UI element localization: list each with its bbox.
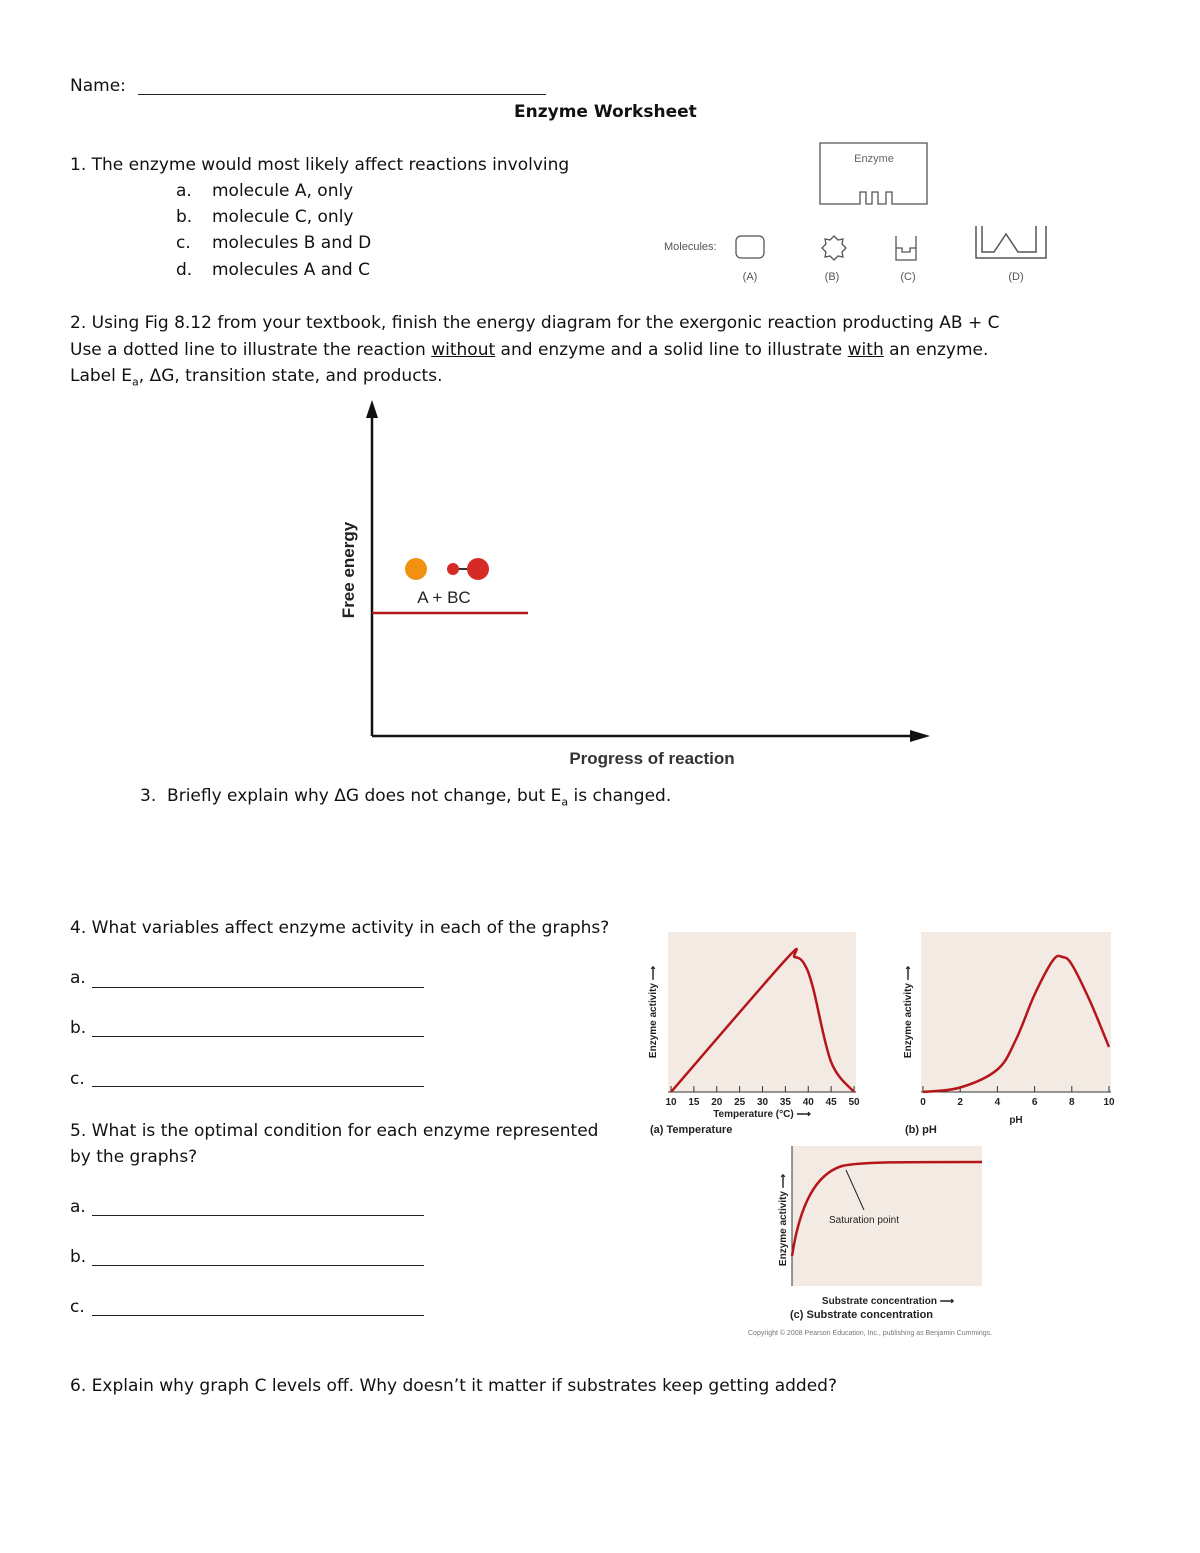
q2-number: 2. xyxy=(70,313,87,333)
q5-blank-a-label: a. xyxy=(70,1197,86,1217)
q4-blank-c-label: c. xyxy=(70,1069,85,1089)
q4-blank-c[interactable] xyxy=(92,1086,424,1087)
x-axis-label: Progress of reaction xyxy=(569,749,735,768)
chart-c-title: (c) Substrate concentration xyxy=(790,1309,934,1321)
q5-blank-b[interactable] xyxy=(92,1265,424,1266)
chart-a-title: (a) Temperature xyxy=(650,1124,733,1136)
q1-option-d-text: molecules A and C xyxy=(212,260,370,280)
chart-b-tick-label: 2 xyxy=(957,1097,963,1108)
molecule-d-shape xyxy=(976,226,1046,258)
worksheet-title: Enzyme Worksheet xyxy=(514,102,697,122)
underline-with: with xyxy=(847,340,884,360)
q4-blank-a-label: a. xyxy=(70,968,86,988)
q5-blank-c-label: c. xyxy=(70,1297,85,1317)
molecule-a-shape xyxy=(736,236,764,258)
chart-a-tick-label: 10 xyxy=(665,1097,677,1108)
q4-blank-a[interactable] xyxy=(92,987,424,988)
chart-b-tick-label: 10 xyxy=(1103,1097,1115,1108)
atom-c xyxy=(467,558,489,580)
chart-a-tick-label: 15 xyxy=(688,1097,700,1108)
q5-number: 5. xyxy=(70,1121,87,1141)
chart-c-x-label: Substrate concentration ⟶ xyxy=(821,1296,955,1307)
q6-prompt: 6. Explain why graph C levels off. Why doesn’t it matter if substrates keep getting added? xyxy=(70,1376,837,1396)
chart-temperature xyxy=(640,930,880,1140)
option-letter: c. xyxy=(176,233,191,253)
q1-option-a[interactable] xyxy=(176,181,192,201)
q5-prompt-line2: by the graphs? xyxy=(70,1147,198,1167)
q2-line-2: Use a dotted line to illustrate the reaction without and enzyme and a solid line to illustrate with an enzyme. xyxy=(70,340,989,360)
q2-line1-text: Using Fig 8.12 from your textbook, finish the energy diagram for the exergonic reaction producting AB + C xyxy=(91,313,1000,333)
q1-option-a-text: molecule A, only xyxy=(212,181,354,201)
q4-number: 4. xyxy=(70,918,87,938)
option-letter: a. xyxy=(176,181,192,201)
molecule-c-shape xyxy=(896,236,916,260)
q1-option-b[interactable] xyxy=(176,207,192,227)
chart-a-tick-label: 25 xyxy=(734,1097,746,1108)
chart-b-tick-label: 8 xyxy=(1069,1097,1075,1108)
atom-a xyxy=(405,558,427,580)
chart-b-panel xyxy=(921,932,1111,1092)
q3-number: 3. xyxy=(140,786,157,806)
name-label: Name: xyxy=(70,76,126,96)
q5-blank-c[interactable] xyxy=(92,1315,424,1316)
option-letter: d. xyxy=(176,260,193,280)
saturation-label: Saturation point xyxy=(828,1215,900,1226)
chart-a-y-label: Enzyme activity ⟶ xyxy=(648,965,659,1059)
chart-a-tick-label: 40 xyxy=(802,1097,814,1108)
chart-b-tick-label: 6 xyxy=(1031,1097,1038,1108)
enzyme-label: Enzyme xyxy=(854,153,894,165)
chart-a-x-label: Temperature (°C) ⟶ xyxy=(713,1109,811,1120)
q2-line-3: Label $E_a$, ΔG, transition state, and products. xyxy=(70,366,443,389)
option-letter: b. xyxy=(176,207,193,227)
chart-a-tick-label: 30 xyxy=(756,1097,769,1108)
chart-a-panel xyxy=(668,932,856,1092)
chart-c-y-label: Enzyme activity ⟶ xyxy=(778,1173,789,1267)
chart-b-tick-label: 4 xyxy=(994,1097,1001,1108)
x-axis-arrow xyxy=(910,730,930,742)
name-field[interactable] xyxy=(138,94,546,95)
q1-option-d[interactable] xyxy=(176,260,192,280)
q4-prompt: 4. What variables affect enzyme activity in each of the graphs? xyxy=(70,918,610,938)
molecule-d-label: (D) xyxy=(1008,271,1024,283)
q1-prompt xyxy=(70,155,569,175)
molecules-label: Molecules: xyxy=(664,241,717,253)
q1-number: 1. xyxy=(70,155,87,175)
atom-b xyxy=(447,563,459,575)
q3-prompt: 3. Briefly explain why ΔG does not change, but $E_a$ is changed. xyxy=(140,786,672,809)
chart-a-tick-label: 45 xyxy=(825,1097,837,1108)
q5-blank-a[interactable] xyxy=(92,1215,424,1216)
enzyme-molecules-figure xyxy=(660,140,1060,290)
q2-line-1 xyxy=(70,313,999,333)
copyright-note: Copyright © 2008 Pearson Education, Inc., publishing as Benjamin Cummings. xyxy=(748,1330,993,1337)
chart-b-y-label: Enzyme activity ⟶ xyxy=(903,965,914,1059)
chart-b-title: (b) pH xyxy=(905,1124,937,1136)
y-axis-label: Free energy xyxy=(339,521,358,619)
q1-text: The enzyme would most likely affect reactions involving xyxy=(91,155,570,175)
reactant-label: A + BC xyxy=(417,588,471,607)
q1-option-b-text: molecule C, only xyxy=(212,207,354,227)
energy-diagram xyxy=(330,398,940,778)
q5-blank-b-label: b. xyxy=(70,1247,87,1267)
chart-a-tick-label: 35 xyxy=(779,1097,791,1108)
q4-blank-b-label: b. xyxy=(70,1018,87,1038)
q4-blank-b[interactable] xyxy=(92,1036,424,1037)
chart-ph xyxy=(895,930,1125,1140)
underline-without: without xyxy=(431,340,496,360)
chart-a-tick-label: 20 xyxy=(711,1097,723,1108)
molecule-b-shape xyxy=(822,236,846,260)
chart-b-tick-label: 0 xyxy=(920,1097,926,1108)
q6-number: 6. xyxy=(70,1376,87,1396)
molecule-c-label: (C) xyxy=(900,271,916,283)
chart-substrate xyxy=(748,1144,1060,1344)
chart-b-x-label: pH xyxy=(1009,1115,1023,1126)
y-axis-arrow xyxy=(366,400,378,418)
q1-option-c[interactable] xyxy=(176,233,191,253)
q5-prompt-line1: 5. What is the optimal condition for each enzyme represented xyxy=(70,1121,599,1141)
molecule-a-label: (A) xyxy=(742,271,758,283)
molecule-b-label: (B) xyxy=(824,271,840,283)
q1-option-c-text: molecules B and D xyxy=(212,233,372,253)
chart-a-tick-label: 50 xyxy=(848,1097,860,1108)
